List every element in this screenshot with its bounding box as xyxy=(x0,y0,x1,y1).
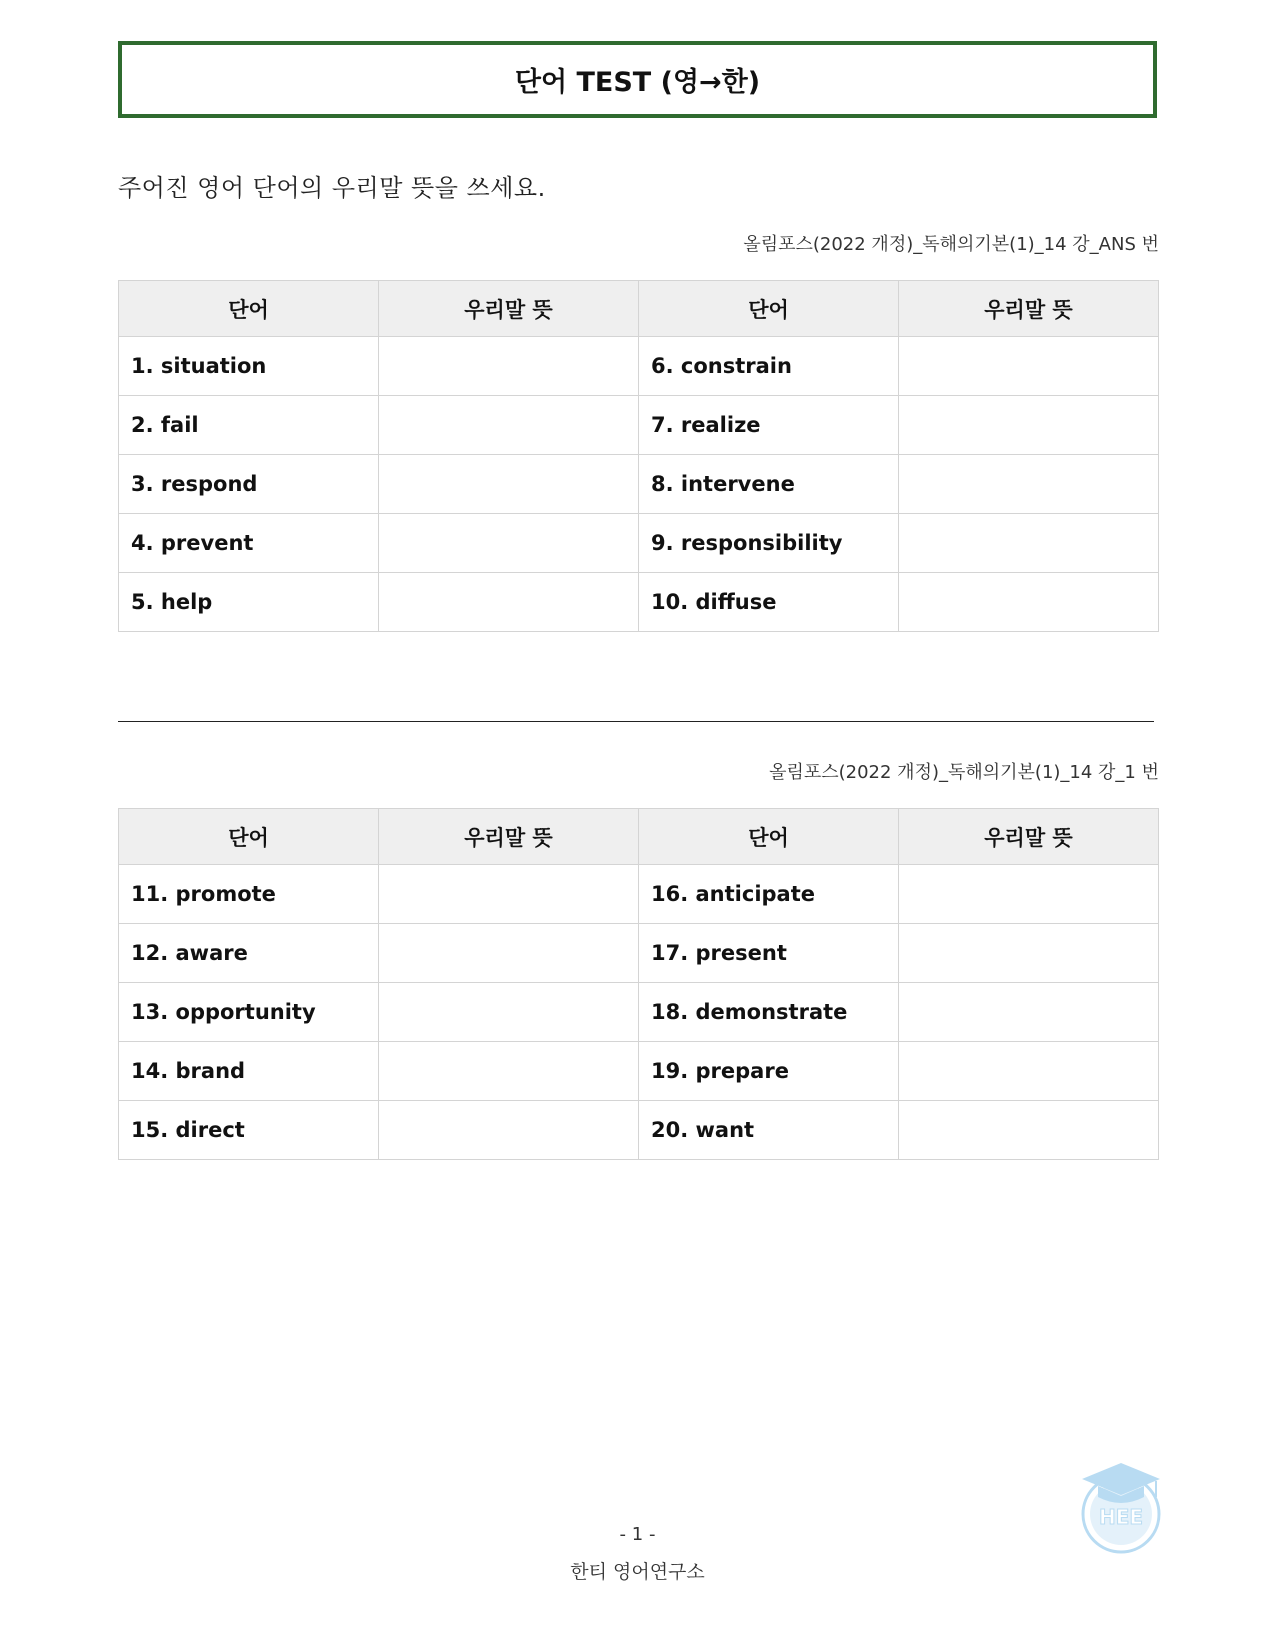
meaning-answer-cell[interactable] xyxy=(379,983,639,1042)
table-row xyxy=(119,865,1159,924)
table-row xyxy=(119,1101,1159,1160)
meaning-answer-cell[interactable] xyxy=(379,865,639,924)
table-row xyxy=(119,983,1159,1042)
table-row xyxy=(119,455,1159,514)
word-cell: 5. help xyxy=(119,573,379,632)
word-cell: 18. demonstrate xyxy=(639,983,899,1042)
word-cell: 11. promote xyxy=(119,865,379,924)
meaning-answer-cell[interactable] xyxy=(899,573,1159,632)
meaning-answer-cell[interactable] xyxy=(379,573,639,632)
page-number: - 1 - xyxy=(619,1524,656,1545)
column-header-meaning: 우리말 뜻 xyxy=(379,281,639,337)
meaning-answer-cell[interactable] xyxy=(379,514,639,573)
table-row xyxy=(119,514,1159,573)
table-header-row xyxy=(119,281,1159,337)
word-cell: 6. constrain xyxy=(639,337,899,396)
column-header-word: 단어 xyxy=(639,281,899,337)
word-cell: 17. present xyxy=(639,924,899,983)
column-header-word: 단어 xyxy=(119,809,379,865)
section-source-2: 올림포스(2022 개정)_독해의기본(1)_14 강_1 번 xyxy=(769,762,1159,783)
meaning-answer-cell[interactable] xyxy=(899,396,1159,455)
word-cell: 8. intervene xyxy=(639,455,899,514)
column-header-word: 단어 xyxy=(639,809,899,865)
meaning-answer-cell[interactable] xyxy=(899,924,1159,983)
word-cell: 12. aware xyxy=(119,924,379,983)
meaning-answer-cell[interactable] xyxy=(379,1101,639,1160)
word-cell: 20. want xyxy=(639,1101,899,1160)
meaning-answer-cell[interactable] xyxy=(899,514,1159,573)
vocab-table-1 xyxy=(118,280,1159,632)
section-source-1: 올림포스(2022 개정)_독해의기본(1)_14 강_ANS 번 xyxy=(743,234,1159,255)
meaning-answer-cell[interactable] xyxy=(379,455,639,514)
meaning-answer-cell[interactable] xyxy=(899,455,1159,514)
footer-org-name: 한티 영어연구소 xyxy=(570,1561,705,1583)
word-cell: 1. situation xyxy=(119,337,379,396)
word-cell: 2. fail xyxy=(119,396,379,455)
column-header-meaning: 우리말 뜻 xyxy=(899,281,1159,337)
meaning-answer-cell[interactable] xyxy=(899,983,1159,1042)
word-cell: 3. respond xyxy=(119,455,379,514)
word-cell: 4. prevent xyxy=(119,514,379,573)
word-cell: 14. brand xyxy=(119,1042,379,1101)
column-header-word: 단어 xyxy=(119,281,379,337)
word-cell: 19. prepare xyxy=(639,1042,899,1101)
page-title xyxy=(118,41,1157,118)
word-cell: 10. diffuse xyxy=(639,573,899,632)
meaning-answer-cell[interactable] xyxy=(899,865,1159,924)
table-row xyxy=(119,396,1159,455)
page-title-text: 단어 TEST (영→한) xyxy=(514,67,761,98)
word-cell: 15. direct xyxy=(119,1101,379,1160)
table-row xyxy=(119,573,1159,632)
meaning-answer-cell[interactable] xyxy=(379,924,639,983)
table-row xyxy=(119,924,1159,983)
meaning-answer-cell[interactable] xyxy=(899,1042,1159,1101)
meaning-answer-cell[interactable] xyxy=(379,1042,639,1101)
vocab-table-2 xyxy=(118,808,1159,1160)
graduation-cap-logo-icon xyxy=(1078,1457,1164,1557)
table-row xyxy=(119,1042,1159,1101)
meaning-answer-cell[interactable] xyxy=(899,1101,1159,1160)
meaning-answer-cell[interactable] xyxy=(899,337,1159,396)
logo-text: HEE xyxy=(1098,1505,1144,1529)
instruction-text: 주어진 영어 단어의 우리말 뜻을 쓰세요. xyxy=(118,174,546,202)
meaning-answer-cell[interactable] xyxy=(379,396,639,455)
word-cell: 16. anticipate xyxy=(639,865,899,924)
word-cell: 9. responsibility xyxy=(639,514,899,573)
word-cell: 13. opportunity xyxy=(119,983,379,1042)
word-cell: 7. realize xyxy=(639,396,899,455)
table-header-row xyxy=(119,809,1159,865)
section-divider xyxy=(118,721,1154,722)
column-header-meaning: 우리말 뜻 xyxy=(899,809,1159,865)
meaning-answer-cell[interactable] xyxy=(379,337,639,396)
table-row xyxy=(119,337,1159,396)
column-header-meaning: 우리말 뜻 xyxy=(379,809,639,865)
